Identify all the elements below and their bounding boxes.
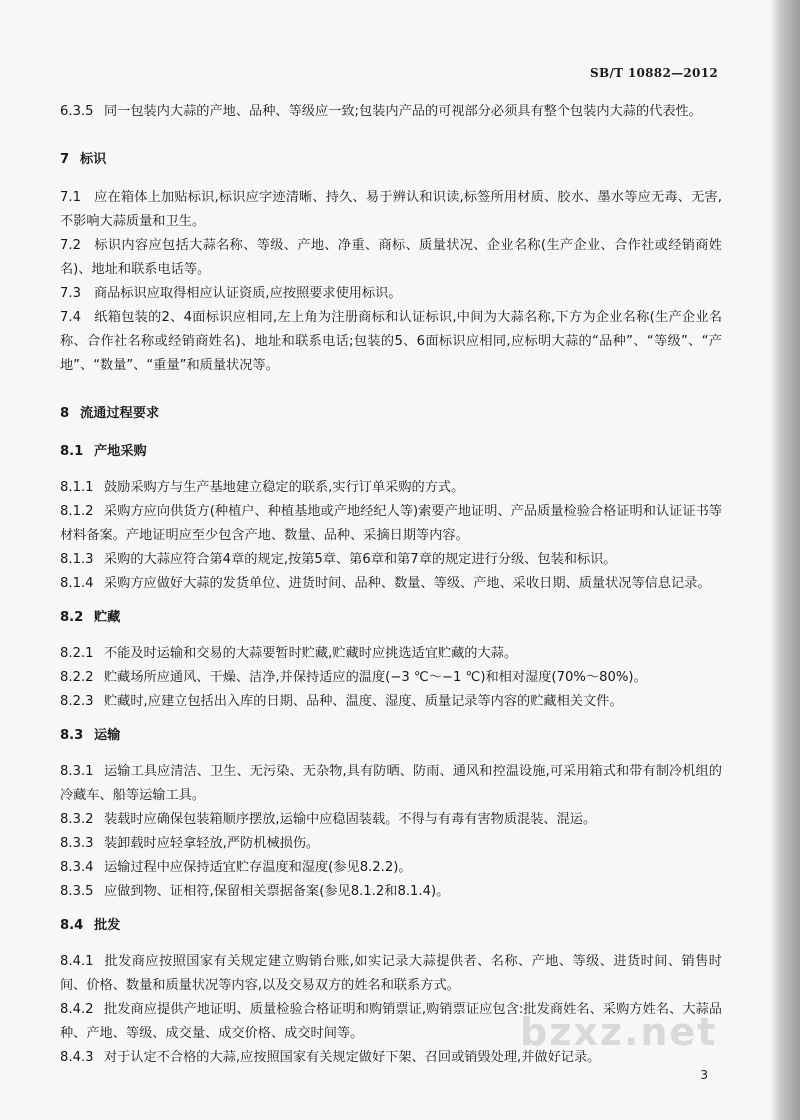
clause-text: 装卸载时应轻拿轻放,严防机械损伤。	[104, 836, 320, 851]
section-title: 流通过程要求	[80, 406, 160, 421]
clause-number: 8.2.3	[60, 694, 94, 709]
subsection-8-1-heading	[60, 440, 722, 464]
clause-text: 标识内容应包括大蒜名称、等级、产地、净重、商标、质量状况、企业名称(生产企业、合作社或经销商姓名)、地址和联系电话等。	[60, 238, 722, 277]
clause-8-2-2	[60, 666, 722, 690]
clause-text: 运输工具应清洁、卫生、无污染、无杂物,具有防晒、防雨、通风和控温设施,可采用箱式和带有制冷机组的冷藏车、船等运输工具。	[60, 764, 722, 803]
clause-text: 商品标识应取得相应认证资质,应按照要求使用标识。	[94, 286, 402, 301]
clause-7-1	[60, 186, 722, 234]
clause-number: 8.3.3	[60, 836, 94, 851]
clause-8-3-1	[60, 760, 722, 808]
page-number: 3	[700, 1068, 708, 1082]
subsection-8-4-heading	[60, 914, 722, 938]
clause-8-3-3	[60, 832, 722, 856]
clause-7-4	[60, 306, 722, 378]
clause-text: 同一包装内大蒜的产地、品种、等级应一致;包装内产品的可视部分必须具有整个包装内大蒜的代表性。	[104, 104, 702, 119]
clause-number: 8.2.2	[60, 670, 94, 685]
subsection-title: 批发	[94, 918, 121, 933]
clause-8-2-1	[60, 642, 722, 666]
clause-8-1-3	[60, 548, 722, 572]
clause-number: 6.3.5	[60, 104, 94, 119]
clause-8-4-1	[60, 950, 722, 998]
clause-8-2-3	[60, 690, 722, 714]
clause-text: 采购方应向供货方(种植户、种植基地或产地经纪人等)索要产地证明、产品质量检验合格证明和认证证书等材料备案。产地证明应至少包含产地、数量、品种、采摘日期等内容。	[60, 504, 722, 543]
clause-7-2	[60, 234, 722, 282]
clause-text: 贮藏时,应建立包括出入库的日期、品种、温度、湿度、质量记录等内容的贮藏相关文件。	[104, 694, 623, 709]
section-7-heading	[60, 148, 722, 172]
clause-text: 批发商应按照国家有关规定建立购销台账,如实记录大蒜提供者、名称、产地、等级、进货时间、销售时间、价格、数量和质量状况等内容,以及交易双方的姓名和联系方式。	[60, 954, 722, 993]
clause-number: 7.3	[60, 286, 81, 301]
clause-number: 8.2.1	[60, 646, 94, 661]
subsection-title: 贮藏	[94, 610, 121, 625]
clause-text: 对于认定不合格的大蒜,应按照国家有关规定做好下架、召回或销毁处理,并做好记录。	[104, 1050, 601, 1065]
clause-text: 装载时应确保包装箱顺序摆放,运输中应稳固装载。不得与有毒有害物质混装、混运。	[104, 812, 597, 827]
clause-8-3-4	[60, 856, 722, 880]
clause-number: 7.1	[60, 190, 81, 205]
clause-text: 鼓励采购方与生产基地建立稳定的联系,实行订单采购的方式。	[104, 480, 465, 495]
page-edge-shadow	[770, 0, 800, 1120]
clause-8-3-2	[60, 808, 722, 832]
clause-text: 运输过程中应保持适宜贮存温度和湿度(参见8.2.2)。	[104, 860, 412, 875]
clause-number: 8.4.2	[60, 1002, 94, 1017]
document-body	[60, 100, 722, 1070]
clause-text: 批发商应提供产地证明、质量检验合格证明和购销票证,购销票证应包含:批发商姓名、采购方姓名、大蒜品种、产地、等级、成交量、成交价格、成交时间等。	[60, 1002, 722, 1041]
clause-number: 8.4.1	[60, 954, 94, 969]
clause-text: 不能及时运输和交易的大蒜要暂时贮藏,贮藏时应挑选适宜贮藏的大蒜。	[104, 646, 518, 661]
clause-6-3-5	[60, 100, 722, 124]
clause-number: 8.3.4	[60, 860, 94, 875]
clause-text: 应在箱体上加贴标识,标识应字迹清晰、持久、易于辨认和识读,标签所用材质、胶水、墨水等应无毒、无害,不影响大蒜质量和卫生。	[60, 190, 722, 229]
section-8-heading	[60, 402, 722, 426]
clause-number: 7.4	[60, 310, 81, 325]
clause-number: 8.3.2	[60, 812, 94, 827]
clause-number: 8.1.2	[60, 504, 94, 519]
clause-8-3-5	[60, 880, 722, 904]
watermark: bzxz.net	[520, 1010, 718, 1054]
clause-7-3	[60, 282, 722, 306]
clause-text: 应做到物、证相符,保留相关票据备案(参见8.1.2和8.1.4)。	[104, 884, 450, 899]
subsection-number: 8.1	[60, 444, 84, 459]
section-number: 7	[60, 152, 70, 167]
clause-8-1-1	[60, 476, 722, 500]
clause-number: 7.2	[60, 238, 81, 253]
clause-text: 纸箱包装的2、4面标识应相同,左上角为注册商标和认证标识,中间为大蒜名称,下方为企业名称(生产企业名称、合作社名称或经销商姓名)、地址和联系电话;包装的5、6面标识应相同,应标明大蒜的“品种”、“等级”、“产地”、“数量”、“重量”和质量状况等。	[60, 310, 722, 373]
section-title: 标识	[80, 152, 107, 167]
standard-code: SB/T 10882—2012	[590, 66, 718, 80]
clause-number: 8.3.1	[60, 764, 94, 779]
subsection-title: 产地采购	[94, 444, 147, 459]
section-number: 8	[60, 406, 70, 421]
clause-text: 贮藏场所应通风、干燥、洁净,并保持适应的温度(−3 ℃～−1 ℃)和相对湿度(70%～80%)。	[104, 670, 647, 685]
clause-text: 采购方应做好大蒜的发货单位、进货时间、品种、数量、等级、产地、采收日期、质量状况等信息记录。	[104, 576, 711, 591]
subsection-title: 运输	[94, 728, 121, 743]
subsection-8-3-heading	[60, 724, 722, 748]
clause-text: 采购的大蒜应符合第4章的规定,按第5章、第6章和第7章的规定进行分级、包装和标识。	[104, 552, 617, 567]
subsection-number: 8.3	[60, 728, 84, 743]
subsection-8-2-heading	[60, 606, 722, 630]
clause-8-1-4	[60, 572, 722, 596]
clause-number: 8.1.1	[60, 480, 94, 495]
clause-8-1-2	[60, 500, 722, 548]
clause-number: 8.1.4	[60, 576, 94, 591]
clause-number: 8.4.3	[60, 1050, 94, 1065]
clause-number: 8.3.5	[60, 884, 94, 899]
clause-number: 8.1.3	[60, 552, 94, 567]
subsection-number: 8.2	[60, 610, 84, 625]
subsection-number: 8.4	[60, 918, 84, 933]
